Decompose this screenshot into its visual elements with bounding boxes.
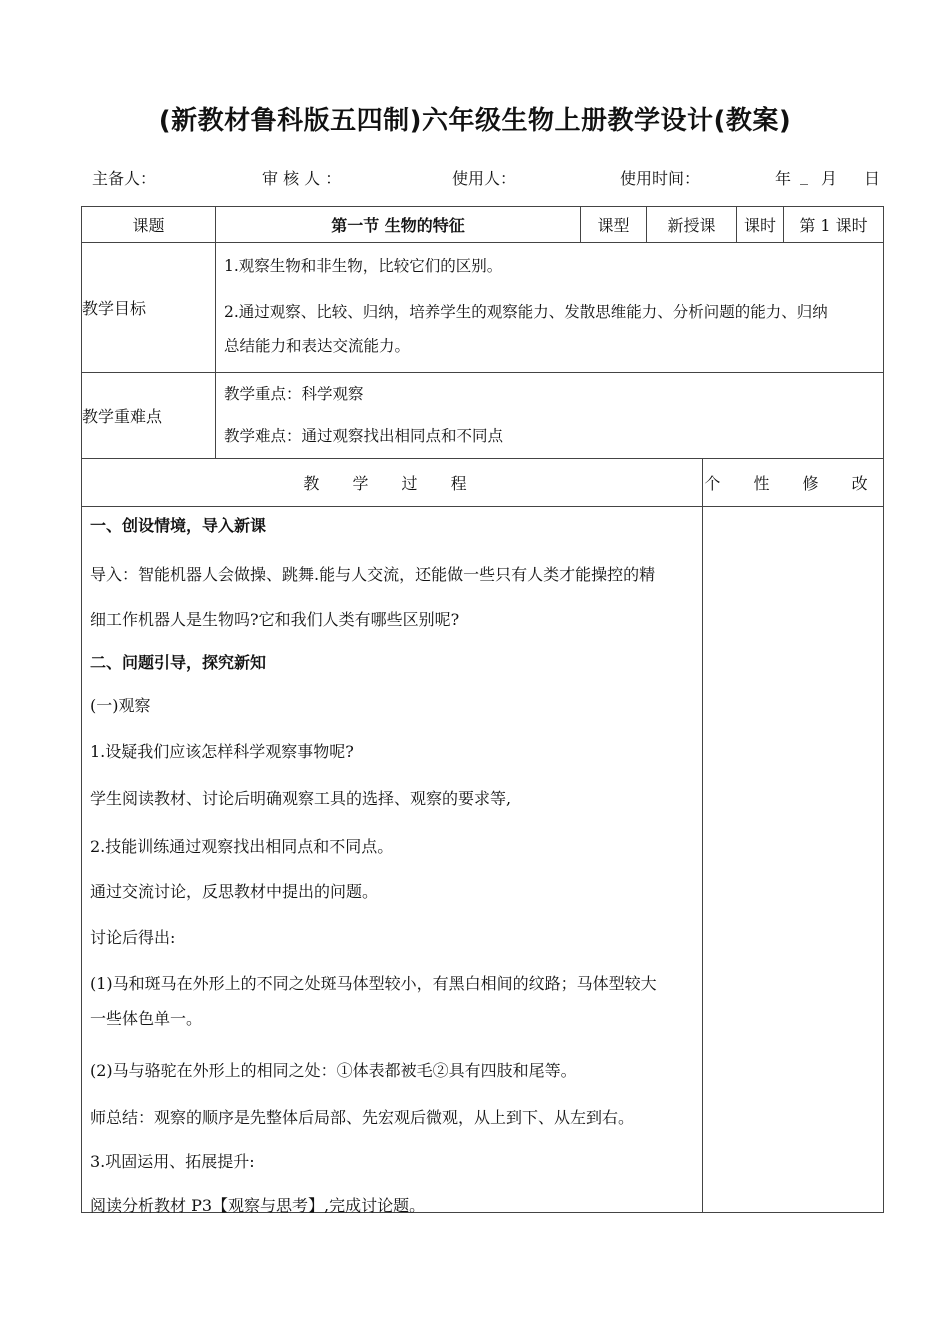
goals-row bbox=[82, 243, 884, 373]
goals-label: 教学目标 bbox=[82, 243, 216, 373]
process-p1b: 细工作机器人是生物吗?它和我们人类有哪些区别呢? bbox=[90, 610, 460, 629]
key-points-content bbox=[216, 373, 884, 459]
process-p2: (一)观察 bbox=[90, 696, 151, 715]
personal-header-text: 个 性 修 改 bbox=[704, 474, 882, 493]
blank-mark: _ bbox=[800, 166, 808, 185]
process-p1a: 导入：智能机器人会做操、跳舞.能与人交流，还能做一些只有人类才能操控的精 bbox=[90, 565, 656, 584]
period-label: 课时 bbox=[737, 207, 784, 243]
type-value: 新授课 bbox=[647, 207, 737, 243]
type-label: 课型 bbox=[581, 207, 647, 243]
topic-label: 课题 bbox=[82, 207, 216, 243]
process-p5: 2.技能训练通过观察找出相同点和不同点。 bbox=[90, 837, 394, 856]
key-points-row bbox=[82, 373, 884, 459]
use-time-label: 使用时间： bbox=[620, 169, 701, 188]
user-label: 使用人： bbox=[452, 169, 517, 188]
personal-body bbox=[703, 507, 884, 1213]
process-p10: 师总结：观察的顺序是先整体后局部、先宏观后微观，从上到下、从左到右。 bbox=[90, 1108, 635, 1127]
process-p3: 1.设疑我们应该怎样科学观察事物呢? bbox=[90, 742, 354, 761]
process-p11: 3.巩固运用、拓展提升: bbox=[90, 1152, 255, 1171]
process-p8a: (1)马和斑马在外形上的不同之处斑马体型较小，有黑白相间的纹路；马体型较大 bbox=[90, 974, 657, 993]
process-header bbox=[82, 459, 703, 507]
month-label: 月 bbox=[821, 169, 838, 188]
goal-line-2b: 总结能力和表达交流能力。 bbox=[224, 337, 411, 355]
reviewer-label: 审 核 人 ： bbox=[262, 169, 342, 188]
key-points-label: 教学重难点 bbox=[82, 373, 216, 459]
process-p8b: 一些体色单一。 bbox=[90, 1009, 203, 1028]
preparer-label: 主备人： bbox=[92, 169, 157, 188]
topic-value: 第一节 生物的特征 bbox=[216, 207, 581, 243]
process-p4: 学生阅读教材、讨论后明确观察工具的选择、观察的要求等, bbox=[90, 789, 512, 808]
process-header-text: 教 学 过 程 bbox=[303, 474, 481, 493]
goal-line-1: 1.观察生物和非生物，比较它们的区别。 bbox=[224, 257, 503, 275]
goals-content bbox=[216, 243, 884, 373]
section-1-heading: 一、创设情境，导入新课 bbox=[90, 516, 267, 535]
period-value: 第 1 课时 bbox=[784, 207, 884, 243]
goal-line-2a: 2.通过观察、比较、归纳，培养学生的观察能力、发散思维能力、分析问题的能力、归纳 bbox=[224, 303, 828, 321]
process-p6: 通过交流讨论，反思教材中提出的问题。 bbox=[90, 882, 379, 901]
process-p7: 讨论后得出: bbox=[90, 928, 176, 947]
day-label: 日 bbox=[864, 169, 881, 188]
process-p12: 阅读分析教材 P3【观察与思考】,完成讨论题。 bbox=[90, 1196, 426, 1215]
document-title: (新教材鲁科版五四制)六年级生物上册教学设计(教案) bbox=[158, 106, 792, 136]
section-2-heading: 二、问题引导，探究新知 bbox=[90, 653, 267, 672]
key-difficulty: 教学难点：通过观察找出相同点和不同点 bbox=[224, 427, 504, 445]
process-p9: (2)马与骆驼在外形上的相同之处：①体表都被毛②具有四肢和尾等。 bbox=[90, 1061, 577, 1080]
year-label: 年 bbox=[775, 169, 792, 188]
process-header-row bbox=[82, 459, 884, 507]
header-row bbox=[82, 207, 884, 243]
key-focus: 教学重点：科学观察 bbox=[224, 385, 364, 403]
personal-header bbox=[703, 459, 884, 507]
